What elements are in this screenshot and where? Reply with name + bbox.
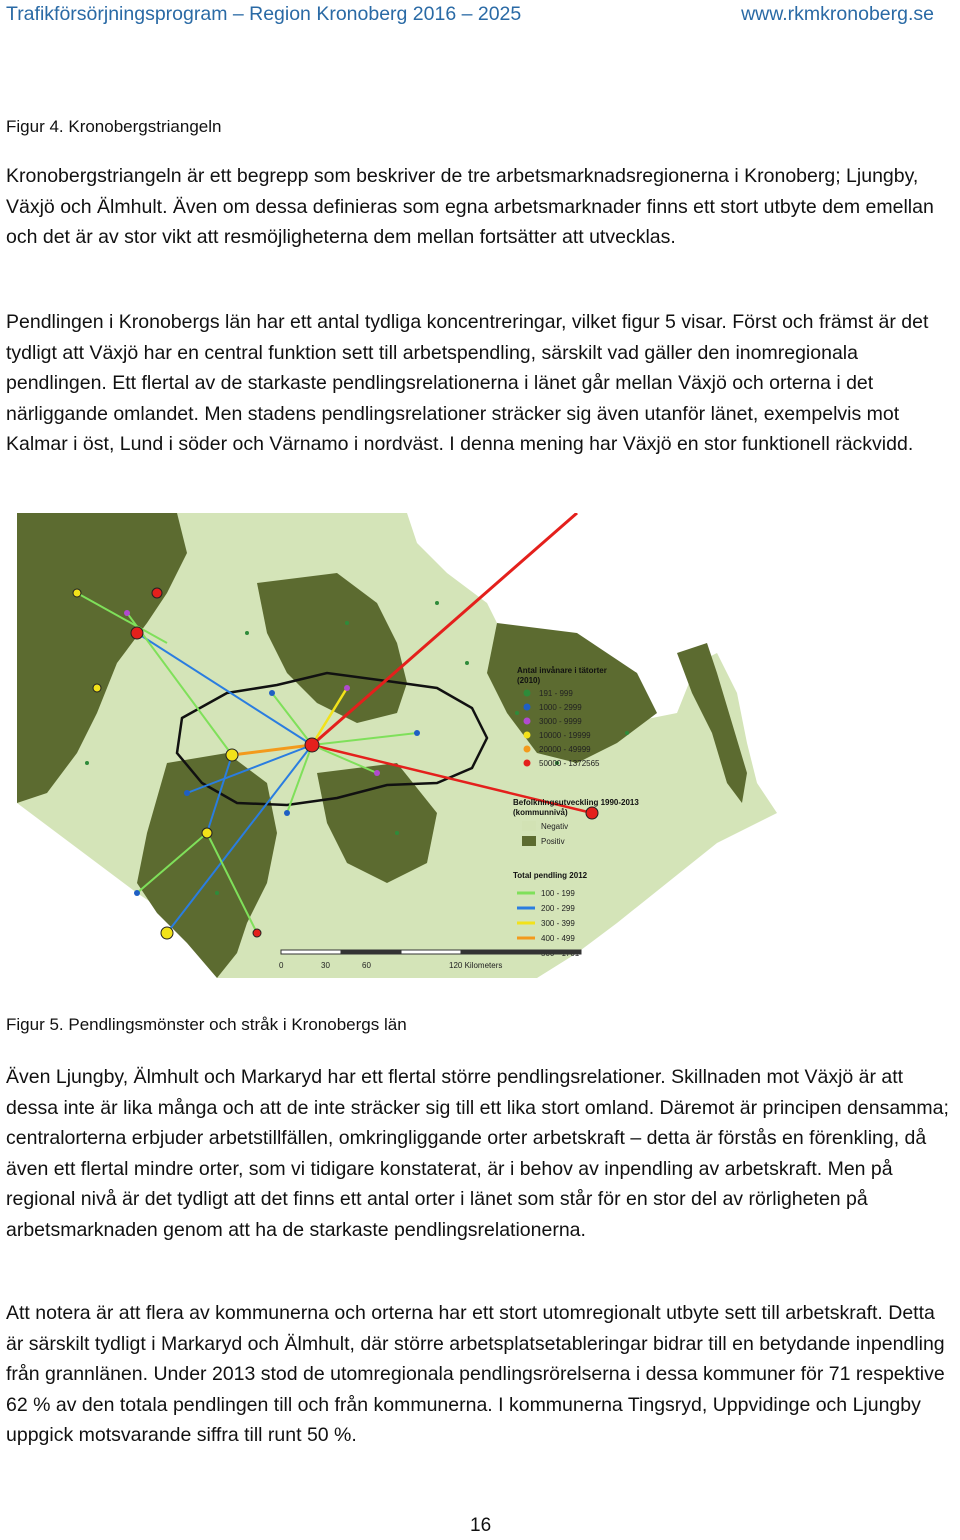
figure-4-caption: Figur 4. Kronobergstriangeln [6, 117, 222, 136]
page-number: 16 [470, 1515, 492, 1536]
legend-population-swatch [524, 704, 531, 711]
legend-population-label: 191 - 999 [539, 689, 573, 698]
scale-tick-60: 60 [362, 961, 371, 970]
legend-population-label: 20000 - 49999 [539, 745, 591, 754]
legend-population-label: 10000 - 19999 [539, 731, 591, 740]
figure-5-caption: Figur 5. Pendlingsmönster och stråk i Kronobergs län [6, 1015, 407, 1034]
page-header [0, 0, 960, 30]
scale-tick-120: 120 Kilometers [449, 961, 503, 970]
legend-population-swatch [524, 690, 531, 697]
legend-population-label: 1000 - 2999 [539, 703, 582, 712]
scale-tick-30: 30 [321, 961, 330, 970]
legend-development-swatch [522, 821, 536, 831]
legend-commute-label: 400 - 499 [541, 934, 575, 943]
legend-population-label: 3000 - 9999 [539, 717, 582, 726]
legend-population-swatch [524, 760, 531, 767]
legend-population-swatch [524, 732, 531, 739]
scale-tick-0: 0 [279, 961, 284, 970]
paragraph-4: Att notera är att flera av kommunerna och orterna har ett stort utomregionalt utbyte sett till arbetskraft. Detta är särskilt tydligt i Markaryd och Älmhult, där större arbetsplatsetableringar bidrar till en betydande inpendling från grannlänen. Under 2013 stod de utomregionala pendlingsrörelserna i dessa kommuner för 71 respektive 62 % av den totala pendlingen till och från kommunerna. I kommunerna Tingsryd, Uppvidinge och Ljungby uppgick motsvarande siffra till runt 50 %. [6, 1302, 945, 1446]
paragraph-1: Kronobergstriangeln är ett begrepp som beskriver de tre arbetsmarknadsregionerna i Kronoberg; Ljungby, Växjö och Älmhult. Även om dessa definieras som egna arbetsmarknader finns ett stort utbyte dem emellan och det är av stor vikt att resmöjligheterna dem mellan fortsätter att utvecklas. [6, 165, 934, 248]
legend-commute-title: Total pendling 2012 [513, 871, 588, 880]
legend-commute-label: 300 - 399 [541, 919, 575, 928]
legend-population-swatch [524, 718, 531, 725]
legend-population-subtitle: (2010) [517, 676, 541, 685]
header-title: Trafikförsörjningsprogram – Region Kronoberg 2016 – 2025 [6, 3, 522, 25]
legend-development-label: Negativ [541, 822, 569, 831]
legend-development-label: Positiv [541, 837, 565, 846]
legend-development-subtitle: (kommunnivå) [513, 808, 568, 817]
legend-development-title: Befolkningsutveckling 1990-2013 [513, 798, 639, 807]
legend-population-label: 50000 - 1372565 [539, 759, 600, 768]
commuting-map [17, 513, 959, 978]
legend-development-swatch [522, 836, 536, 846]
legend-population-swatch [524, 746, 531, 753]
legend-commute-label: 200 - 299 [541, 904, 575, 913]
legend-commute-label: 100 - 199 [541, 889, 575, 898]
legend-population-title: Antal invånare i tätorter [517, 666, 607, 675]
paragraph-2: Pendlingen i Kronobergs län har ett antal tydliga koncentreringar, vilket figur 5 visar. Först och främst är det tydligt att Växjö har en central funktion sett till arbetspendling, särskilt vad gäller den inomregionala pendlingen. Ett flertal av de starkaste pendlingsrelationerna i länet går mellan Växjö och orterna i det närliggande omlandet. Men stadens pendlingsrelationer sträcker sig även utanför länet, exempelvis mot Kalmar i öst, Lund i söder och Värnamo i nordväst. I denna mening har Växjö en stor funktionell räckvidd. [6, 311, 929, 455]
header-url[interactable]: www.rkmkronoberg.se [741, 3, 934, 25]
paragraph-3: Även Ljungby, Älmhult och Markaryd har ett flertal större pendlingsrelationer. Skillnaden mot Växjö är att dessa inte är lika många och att de inte sträcker sig till ett lika stort omland. Däremot är principen densamma; centralorterna erbjuder arbetstillfällen, omkringliggande orter arbetskraft – detta är förstås en förenkling, då även ett flertal mindre orter, som vi tidigare konstaterat, är i behov av inpendling av arbetskraft. Men på regional nivå är det tydligt att det finns ett antal orter i länet som står för en stor del av rörligheten på arbetsmarknaden genom att ha de starkaste pendlingsrelationerna. [6, 1066, 949, 1241]
